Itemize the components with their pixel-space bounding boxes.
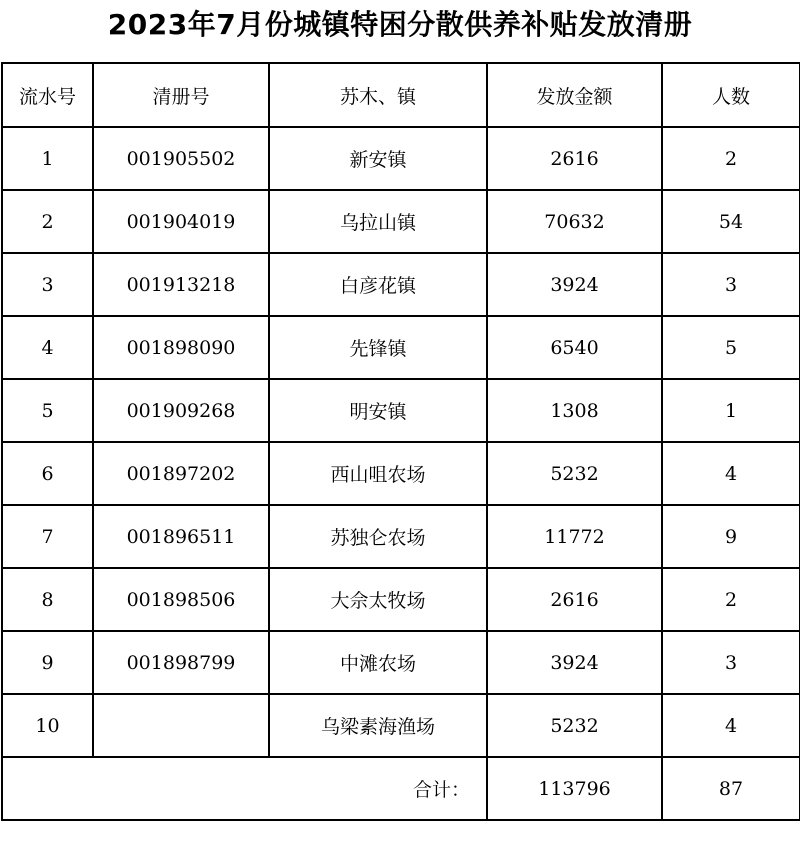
subsidy-table — [1, 62, 800, 821]
total-amount: 113796 — [487, 757, 662, 820]
serial-cell: 4 — [2, 316, 93, 379]
register-no-cell: 001905502 — [93, 127, 269, 190]
amount-cell: 3924 — [487, 253, 662, 316]
town-cell: 西山咀农场 — [269, 442, 487, 505]
serial-cell: 9 — [2, 631, 93, 694]
table-row — [2, 631, 800, 694]
header-serial: 流水号 — [2, 63, 93, 127]
header-amount: 发放金额 — [487, 63, 662, 127]
table-row — [2, 568, 800, 631]
total-label: 合计： — [2, 757, 487, 820]
amount-cell: 1308 — [487, 379, 662, 442]
serial-cell: 1 — [2, 127, 93, 190]
table-row — [2, 442, 800, 505]
table-row — [2, 127, 800, 190]
table-header-row — [2, 63, 800, 127]
amount-cell: 5232 — [487, 694, 662, 757]
register-no-cell: 001897202 — [93, 442, 269, 505]
town-cell: 乌梁素海渔场 — [269, 694, 487, 757]
amount-cell: 11772 — [487, 505, 662, 568]
people-cell: 4 — [662, 694, 800, 757]
amount-cell: 2616 — [487, 568, 662, 631]
serial-cell: 7 — [2, 505, 93, 568]
table-row — [2, 316, 800, 379]
town-cell: 大佘太牧场 — [269, 568, 487, 631]
serial-cell: 10 — [2, 694, 93, 757]
serial-cell: 6 — [2, 442, 93, 505]
amount-cell: 5232 — [487, 442, 662, 505]
people-cell: 2 — [662, 568, 800, 631]
amount-cell: 6540 — [487, 316, 662, 379]
people-cell: 4 — [662, 442, 800, 505]
serial-cell: 2 — [2, 190, 93, 253]
total-row — [2, 757, 800, 820]
register-no-cell: 001898799 — [93, 631, 269, 694]
table-row — [2, 253, 800, 316]
register-no-cell: 001913218 — [93, 253, 269, 316]
town-cell: 明安镇 — [269, 379, 487, 442]
amount-cell: 2616 — [487, 127, 662, 190]
register-no-cell — [93, 694, 269, 757]
register-no-cell: 001898090 — [93, 316, 269, 379]
amount-cell: 70632 — [487, 190, 662, 253]
table-row — [2, 379, 800, 442]
amount-cell: 3924 — [487, 631, 662, 694]
people-cell: 1 — [662, 379, 800, 442]
register-no-cell: 001896511 — [93, 505, 269, 568]
town-cell: 新安镇 — [269, 127, 487, 190]
serial-cell: 5 — [2, 379, 93, 442]
register-no-cell: 001904019 — [93, 190, 269, 253]
people-cell: 9 — [662, 505, 800, 568]
table-row — [2, 505, 800, 568]
people-cell: 3 — [662, 631, 800, 694]
header-register-no: 清册号 — [93, 63, 269, 127]
serial-cell: 8 — [2, 568, 93, 631]
page-title: 2023年7月份城镇特困分散供养补贴发放清册 — [107, 8, 693, 41]
people-cell: 2 — [662, 127, 800, 190]
register-no-cell: 001898506 — [93, 568, 269, 631]
town-cell: 苏独仑农场 — [269, 505, 487, 568]
town-cell: 中滩农场 — [269, 631, 487, 694]
total-people: 87 — [662, 757, 800, 820]
people-cell: 5 — [662, 316, 800, 379]
table-row — [2, 190, 800, 253]
header-people: 人数 — [662, 63, 800, 127]
town-cell: 白彦花镇 — [269, 253, 487, 316]
people-cell: 3 — [662, 253, 800, 316]
register-no-cell: 001909268 — [93, 379, 269, 442]
serial-cell: 3 — [2, 253, 93, 316]
town-cell: 乌拉山镇 — [269, 190, 487, 253]
people-cell: 54 — [662, 190, 800, 253]
table-row — [2, 694, 800, 757]
header-town: 苏木、镇 — [269, 63, 487, 127]
town-cell: 先锋镇 — [269, 316, 487, 379]
